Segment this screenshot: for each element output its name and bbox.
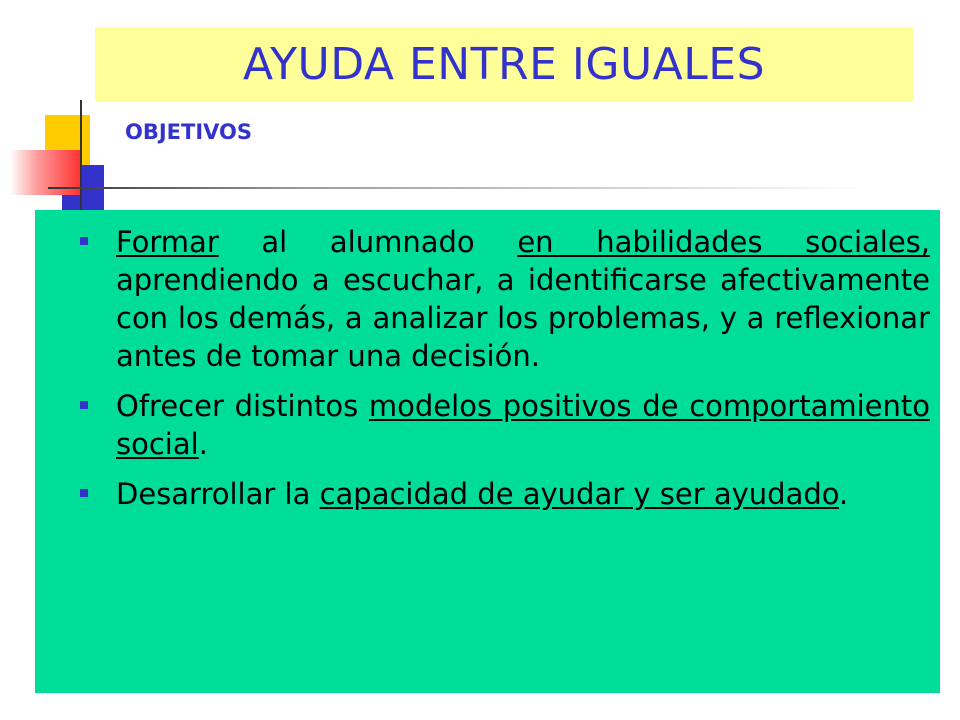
bullet-text-segment: capacidad de ayudar y ser ayudado — [319, 477, 839, 511]
bullet-text-segment: Desarrollar la — [116, 477, 320, 511]
bullet-item — [80, 223, 930, 375]
bullet-text-segment: al alumnado — [218, 225, 518, 259]
bullet-text-segment: Formar — [116, 225, 219, 259]
bullet-text-segment: aprendiendo a escuchar, a identificarse afectivamente con los demás, a analizar los problemas, y a reflexionar antes de tomar una decisión. — [116, 263, 930, 373]
slide-subtitle: OBJETIVOS — [125, 120, 253, 144]
bullet-text-segment: Ofrecer distintos — [116, 389, 369, 423]
bullet-text-segment: . — [839, 477, 849, 511]
content-box — [35, 210, 940, 693]
bullet-text-segment: en habilidades sociales, — [517, 225, 930, 259]
title-bar — [95, 27, 913, 102]
slide-title: AYUDA ENTRE IGUALES — [242, 39, 766, 90]
decorative-horizontal-line — [48, 187, 868, 189]
bullet-item — [80, 387, 930, 463]
bullet-list — [80, 223, 930, 525]
bullet-text-segment: modelos positivos de comportamiento social — [116, 389, 930, 461]
bullet-text-segment: . — [198, 427, 208, 461]
decorative-vertical-line — [80, 100, 82, 210]
bullet-item — [80, 475, 930, 513]
